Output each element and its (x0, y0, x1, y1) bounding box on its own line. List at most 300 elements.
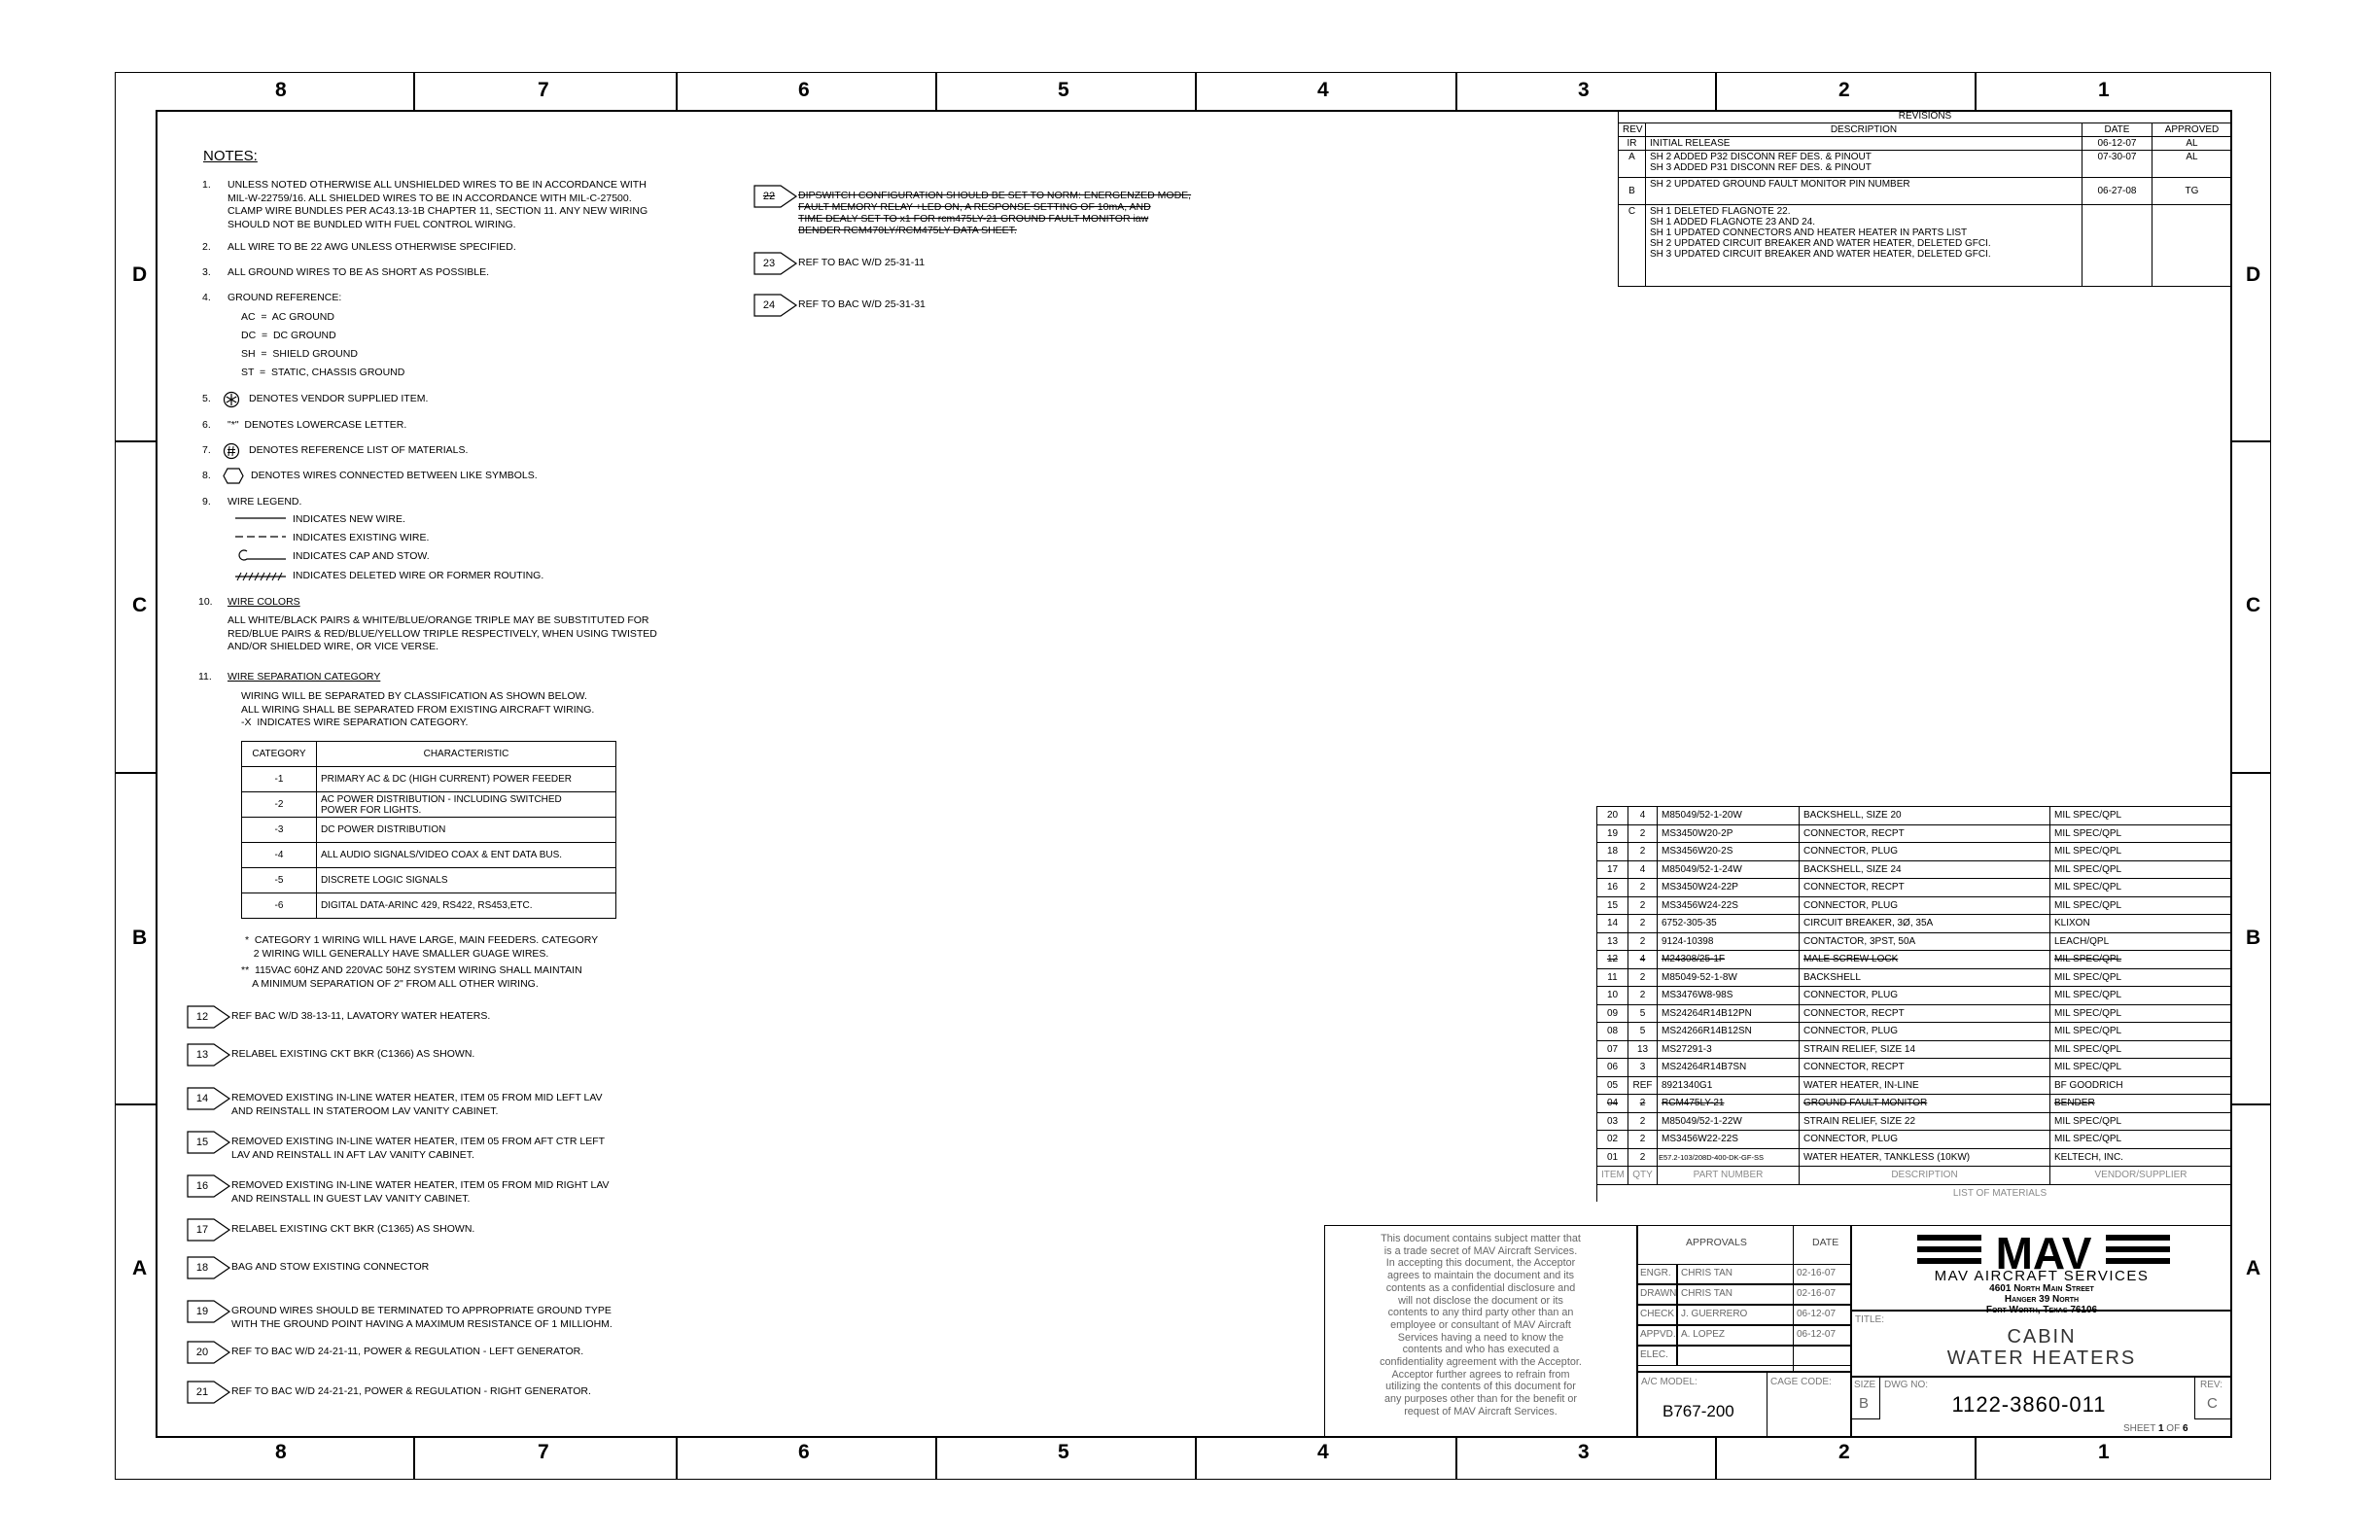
address-line-2: Hanger 39 North (2004, 1294, 2080, 1305)
bom-part-number: MS3456W24-22S (1658, 896, 1800, 915)
revision-row (1619, 137, 2232, 151)
bom-item: 11 (1597, 968, 1628, 987)
approval-date: 02-16-07 (1797, 1268, 1837, 1278)
bom-vendor: LEACH/QPL (2050, 932, 2232, 951)
note-5: 5. DENOTES VENDOR SUPPLIED ITEM. (202, 393, 429, 404)
bom-description: CONNECTOR, RECPT (1800, 824, 2050, 843)
bom-qty: 4 (1628, 807, 1658, 825)
approval-row (1637, 1346, 1851, 1366)
revision-approver: AL (2152, 151, 2231, 178)
zone-divider (935, 1438, 937, 1480)
bom-item: 20 (1597, 807, 1628, 825)
flagnote-number: 16 (195, 1180, 209, 1192)
zone-divider (676, 1438, 678, 1480)
bom-qty: 5 (1628, 1004, 1658, 1023)
flagnote-number: 22 (762, 191, 776, 202)
flagnote-text: REF TO BAC W/D 24-21-21, POWER & REGULATION - RIGHT GENERATOR. (231, 1385, 591, 1397)
flagnote-number: 23 (762, 258, 776, 269)
flagnote-number: 13 (195, 1049, 209, 1061)
characteristic-cell: AC POWER DISTRIBUTION - INCLUDING SWITCHED POWER FOR LIGHTS. (317, 792, 616, 818)
bom-part-number: M85049/52-1-24W (1658, 860, 1800, 879)
bom-description: CONNECTOR, PLUG (1800, 896, 2050, 915)
bom-row (1597, 1112, 2232, 1131)
bom-description: CONNECTOR, PLUG (1800, 843, 2050, 861)
zone-row-marker: D (2246, 263, 2261, 286)
flagnote-number: 24 (762, 299, 776, 311)
bom-row (1597, 1023, 2232, 1041)
revision-description: SH 2 UPDATED GROUND FAULT MONITOR PIN NUMBER (1646, 178, 2082, 205)
bom-vendor: MIL SPEC/QPL (2050, 1059, 2232, 1077)
bom-item: 06 (1597, 1059, 1628, 1077)
sheet-info (2123, 1423, 2188, 1434)
bom-vendor: MIL SPEC/QPL (2050, 843, 2232, 861)
category-cell: -2 (242, 792, 317, 818)
bom-description: CONNECTOR, RECPT (1800, 1059, 2050, 1077)
bom-vendor: MIL SPEC/QPL (2050, 807, 2232, 825)
of-label: OF (2166, 1423, 2181, 1434)
bom-row (1597, 1148, 2232, 1167)
zone-column-bottom: 2 (1838, 1441, 1850, 1463)
category-row (242, 792, 616, 818)
bom-vendor: BF GOODRICH (2050, 1076, 2232, 1095)
zone-column-bottom: 4 (1317, 1441, 1329, 1463)
bom-row (1597, 896, 2232, 915)
approval-name: A. LOPEZ (1681, 1329, 1726, 1340)
note-9: 9. WIRE LEGEND. (202, 496, 302, 508)
zone-divider (935, 72, 937, 110)
bom-description: BACKSHELL, SIZE 20 (1800, 807, 2050, 825)
zone-divider (1195, 72, 1197, 110)
bom-qty: 2 (1628, 968, 1658, 987)
revision-date (2082, 205, 2152, 287)
zone-column-top: 5 (1058, 79, 1069, 101)
size-value: B (1859, 1395, 1870, 1412)
bom-vendor: KELTECH, INC. (2050, 1148, 2232, 1167)
zone-column-bottom: 1 (2098, 1441, 2110, 1463)
note-10-text: ALL WHITE/BLACK PAIRS & WHITE/BLUE/ORANGE TRIPLE MAY BE SUBSTITUTED FOR RED/BLUE PAIRS & RED/BLUE/YELLOW TRIPLE RESPECTIVELY, WHEN USING TWISTED AND/OR SHIELDED WIRE, OR VICE VERSE. (228, 614, 657, 652)
flagnote-number: 15 (195, 1137, 209, 1148)
zone-divider (2232, 1103, 2271, 1105)
approvals-label: APPROVALS (1686, 1237, 1747, 1248)
item-header: ITEM (1597, 1167, 1628, 1185)
revision-approver (2152, 205, 2231, 287)
description-header: DESCRIPTION (1800, 1167, 2050, 1185)
bom-row (1597, 1095, 2232, 1113)
bom-item: 09 (1597, 1004, 1628, 1023)
reference-materials-icon (223, 442, 240, 460)
bom-part-number: 8921340G1 (1658, 1076, 1800, 1095)
bom-description: WATER HEATER, IN-LINE (1800, 1076, 2050, 1095)
revision-description: INITIAL RELEASE (1646, 137, 2082, 151)
bom-row (1597, 932, 2232, 951)
bom-description: CONNECTOR, RECPT (1800, 879, 2050, 897)
zone-row-marker: A (132, 1257, 148, 1279)
sheet-number: 1 (2157, 1423, 2164, 1434)
zone-divider (1455, 72, 1457, 110)
revision-approver: AL (2152, 137, 2231, 151)
approval-date: 06-12-07 (1797, 1329, 1837, 1340)
zone-column-top: 1 (2098, 79, 2110, 101)
flagnote-text: REF TO BAC W/D 24-21-11, POWER & REGULATION - LEFT GENERATOR. (231, 1346, 584, 1357)
flagnote-symbol (187, 1341, 229, 1364)
flagnote-symbol (187, 1087, 229, 1110)
zone-divider (1195, 1438, 1197, 1480)
zone-column-top: 6 (798, 79, 810, 101)
bom-vendor: MIL SPEC/QPL (2050, 968, 2232, 987)
bom-item: 12 (1597, 951, 1628, 969)
category-cell: -3 (242, 818, 317, 843)
zone-column-top: 7 (538, 79, 549, 101)
bom-part-number: MS24264R14B12PN (1658, 1004, 1800, 1023)
category-row (242, 893, 616, 919)
bom-part-number: MS24266R14B12SN (1658, 1023, 1800, 1041)
category-row (242, 868, 616, 893)
category-cell: -6 (242, 893, 317, 919)
note-11: 11. WIRE SEPARATION CATEGORY (198, 671, 381, 682)
approval-name: CHRIS TAN (1681, 1288, 1732, 1299)
bom-qty: 4 (1628, 951, 1658, 969)
ac-model: B767-200 (1662, 1402, 1734, 1420)
ground-ref-dc: DC = DC GROUND (241, 330, 336, 341)
bom-description: MALE SCREW LOCK (1800, 951, 2050, 969)
bom-qty: 2 (1628, 1095, 1658, 1113)
characteristic-cell: DC POWER DISTRIBUTION (317, 818, 616, 843)
bom-item: 02 (1597, 1131, 1628, 1149)
bom-vendor: MIL SPEC/QPL (2050, 1023, 2232, 1041)
vendor-supplied-icon (223, 391, 240, 408)
bom-qty: 2 (1628, 1112, 1658, 1131)
list-of-materials (1596, 806, 2232, 1202)
flagnote-symbol (187, 1256, 229, 1279)
zone-divider (1975, 72, 1977, 110)
bom-vendor: MIL SPEC/QPL (2050, 951, 2232, 969)
bom-qty: 2 (1628, 987, 1658, 1005)
bom-qty: 2 (1628, 1131, 1658, 1149)
bom-description: CONNECTOR, PLUG (1800, 1023, 2050, 1041)
note-6: 6. "*" DENOTES LOWERCASE LETTER. (202, 419, 407, 431)
bom-part-number: MS24264R14B7SN (1658, 1059, 1800, 1077)
bom-description: GROUND FAULT MONITOR (1800, 1095, 2050, 1113)
revision-description: SH 2 ADDED P32 DISCONN REF DES. & PINOUT SH 3 ADDED P31 DISCONN REF DES. & PINOUT (1646, 151, 2082, 178)
revision-letter: IR (1619, 137, 1646, 151)
bom-qty: 5 (1628, 1023, 1658, 1041)
bom-description: CONTACTOR, 3PST, 50A (1800, 932, 2050, 951)
note-3: 3. ALL GROUND WIRES TO BE AS SHORT AS POSSIBLE. (202, 266, 490, 278)
zone-divider (1975, 1438, 1977, 1480)
zone-divider (413, 72, 415, 110)
category-cell: -5 (242, 868, 317, 893)
bom-description: CIRCUIT BREAKER, 3Ø, 35A (1800, 915, 2050, 933)
zone-row-marker: B (132, 927, 148, 949)
flagnote-text: DIPSWITCH CONFIGURATION SHOULD BE SET TO NORM: ENERGENZED MODE, FAULT MEMORY RELAY +LED ON, A RESPONSE SETTING OF 10mA, AND TIME DEALY SET TO x1 FOR rcm475LY-21 GROUND FAULT MONITOR iaw BENDER RCM470LY/RCM475LY DATA SHEET. (798, 190, 1192, 236)
zone-row-marker: D (132, 263, 148, 286)
bom-row (1597, 824, 2232, 843)
bom-qty: 2 (1628, 824, 1658, 843)
category-footnote-2: ** 115VAC 60HZ AND 220VAC 50HZ SYSTEM WIRING SHALL MAINTAIN A MINIMUM SEPARATION OF 2" FROM ALL OTHER WIRING. (241, 964, 582, 990)
zone-divider (2232, 772, 2271, 774)
note-7: 7. DENOTES REFERENCE LIST OF MATERIALS. (202, 444, 469, 456)
category-header: CATEGORY (242, 742, 317, 767)
bom-row (1597, 1076, 2232, 1095)
drawing-title-1: CABIN (2007, 1326, 2077, 1348)
category-row (242, 843, 616, 868)
ground-ref-st: ST = STATIC, CHASSIS GROUND (241, 367, 405, 378)
bom-item: 14 (1597, 915, 1628, 933)
address-line-3: Fort Worth, Texas 76106 (1985, 1305, 2098, 1315)
rev-col-header: REV (1619, 123, 1646, 137)
bom-qty: 2 (1628, 1148, 1658, 1167)
bom-description: CONNECTOR, RECPT (1800, 1004, 2050, 1023)
ac-model-label: A/C MODEL: (1641, 1377, 1698, 1387)
bom-part-number: MS3476W8-98S (1658, 987, 1800, 1005)
category-cell: -4 (242, 843, 317, 868)
logo-text: MAV (1995, 1229, 2092, 1272)
bom-item: 05 (1597, 1076, 1628, 1095)
bom-row (1597, 879, 2232, 897)
bom-qty: 3 (1628, 1059, 1658, 1077)
flagnote-text: REF TO BAC W/D 25-31-11 (798, 257, 926, 268)
bom-row (1597, 860, 2232, 879)
ground-ref-ac: AC = AC GROUND (241, 311, 334, 323)
drawing-title-2: WATER HEATERS (1946, 1348, 2137, 1369)
flagnote-symbol (753, 252, 796, 275)
bom-part-number: MS3456W22-22S (1658, 1131, 1800, 1149)
rev-value: C (2207, 1395, 2218, 1412)
legend-cap-stow: INDICATES CAP AND STOW. (293, 550, 430, 562)
approval-separator (1676, 1264, 1678, 1284)
part-number-header: PART NUMBER (1658, 1167, 1800, 1185)
zone-row-marker: C (2246, 594, 2261, 616)
zone-row-marker: B (2246, 927, 2261, 949)
bom-vendor: BENDER (2050, 1095, 2232, 1113)
bom-qty: 2 (1628, 915, 1658, 933)
ground-ref-sh: SH = SHIELD GROUND (241, 348, 358, 360)
legend-deleted-wire: INDICATES DELETED WIRE OR FORMER ROUTING. (293, 570, 544, 581)
approval-role: CHECK (1640, 1309, 1675, 1319)
confidentiality-text: This document contains subject matter that is a trade secret of MAV Aircraft Services. In accepting this document, the Acceptor agrees to maintain the document and its contents as a confidential disclosure and will not disclose the document or its contents to any third party other than an employee or consultant of MAV Aircraft Services having a need to know the contents and who has executed a confidentiality agreement with the Acceptor. Acceptor further agrees to refrain from utilizing the contents of this document for any purposes other than for the benefit or request of MAV Aircraft Services. (1380, 1233, 1582, 1418)
bom-row (1597, 1004, 2232, 1023)
bom-header-row (1597, 1167, 2232, 1185)
approval-separator (1676, 1305, 1678, 1325)
zone-row-marker: C (132, 594, 148, 616)
bom-part-number: MS3456W20-2S (1658, 843, 1800, 861)
bom-item: 16 (1597, 879, 1628, 897)
zone-column-top: 2 (1838, 79, 1850, 101)
characteristic-cell: DIGITAL DATA-ARINC 429, RS422, RS453,ETC. (317, 893, 616, 919)
zone-divider (2232, 440, 2271, 442)
zone-column-bottom: 5 (1058, 1441, 1069, 1463)
flagnote-symbol (187, 1043, 229, 1067)
flagnote-number: 20 (195, 1347, 209, 1358)
flagnote-text: RELABEL EXISTING CKT BKR (C1366) AS SHOWN. (231, 1048, 475, 1060)
flagnote-text: REF TO BAC W/D 25-31-31 (798, 298, 926, 310)
size-label: SIZE (1854, 1380, 1876, 1390)
wire-category-table (241, 741, 616, 919)
revision-row (1619, 178, 2232, 205)
bom-row (1597, 968, 2232, 987)
qty-header: QTY (1628, 1167, 1658, 1185)
bom-description: BACKSHELL (1800, 968, 2050, 987)
revision-approver: TG (2152, 178, 2231, 205)
approval-role: APPVD. (1640, 1329, 1676, 1340)
approval-date: 06-12-07 (1797, 1309, 1837, 1319)
flagnote-number: 21 (195, 1386, 209, 1398)
bom-vendor: MIL SPEC/QPL (2050, 1112, 2232, 1131)
note-11-text: WIRING WILL BE SEPARATED BY CLASSIFICATION AS SHOWN BELOW. ALL WIRING SHALL BE SEPARATED FROM EXISTING AIRCRAFT WIRING. -X INDICATES WIRE SEPARATION CATEGORY. (241, 690, 595, 728)
description-col-header: DESCRIPTION (1646, 123, 2082, 137)
bom-description: STRAIN RELIEF, SIZE 14 (1800, 1040, 2050, 1059)
bom-item: 04 (1597, 1095, 1628, 1113)
cage-code-label: CAGE CODE: (1770, 1377, 1832, 1387)
hexagon-icon (223, 468, 244, 484)
flagnote-number: 14 (195, 1093, 209, 1104)
approval-separator (1676, 1325, 1678, 1346)
sheet-label: SHEET (2123, 1423, 2156, 1434)
characteristic-header: CHARACTERISTIC (317, 742, 616, 767)
approval-name: J. GUERRERO (1681, 1309, 1748, 1319)
revisions-block (1618, 110, 2234, 287)
rev-label: REV: (2200, 1380, 2222, 1390)
bom-row (1597, 1131, 2232, 1149)
zone-column-top: 4 (1317, 79, 1329, 101)
wire-legend-symbols (233, 511, 288, 585)
bom-qty: 4 (1628, 860, 1658, 879)
bom-qty: 2 (1628, 879, 1658, 897)
flagnote-symbol (187, 1300, 229, 1323)
bom-part-number: M85049-52-1-8W (1658, 968, 1800, 987)
bom-vendor: MIL SPEC/QPL (2050, 896, 2232, 915)
bom-part-number: E57.2-103/208D-400-DK-GF-SS (1658, 1148, 1800, 1167)
flagnote-text: REMOVED EXISTING IN-LINE WATER HEATER, ITEM 05 FROM MID LEFT LAV AND REINSTALL IN STATEROOM LAV VANITY CABINET. (231, 1092, 603, 1117)
revision-date: 07-30-07 (2082, 151, 2152, 178)
address-line-1: 4601 North Main Street (1989, 1283, 2094, 1294)
bom-row (1597, 951, 2232, 969)
flagnote-text: RELABEL EXISTING CKT BKR (C1365) AS SHOWN. (231, 1223, 475, 1235)
bom-row (1597, 807, 2232, 825)
flagnote-number: 12 (195, 1011, 209, 1023)
approval-role: DRAWN (1640, 1288, 1677, 1299)
flagnote-symbol (187, 1131, 229, 1154)
category-cell: -1 (242, 767, 317, 792)
note-10: 10. WIRE COLORS (198, 596, 300, 608)
flagnote-symbol (187, 1174, 229, 1198)
flagnote-number: 18 (195, 1262, 209, 1274)
bom-vendor: MIL SPEC/QPL (2050, 879, 2232, 897)
bom-item: 08 (1597, 1023, 1628, 1041)
zone-divider (413, 1438, 415, 1480)
bom-caption: LIST OF MATERIALS (1597, 1184, 2232, 1202)
characteristic-cell: ALL AUDIO SIGNALS/VIDEO COAX & ENT DATA BUS. (317, 843, 616, 868)
bom-part-number: 6752-305-35 (1658, 915, 1800, 933)
notes-title: NOTES: (203, 148, 258, 164)
flagnote-text: REMOVED EXISTING IN-LINE WATER HEATER, ITEM 05 FROM AFT CTR LEFT LAV AND REINSTALL IN AFT LAV VANITY CABINET. (231, 1136, 606, 1161)
bom-description: WATER HEATER, TANKLESS (10KW) (1800, 1148, 2050, 1167)
characteristic-cell: PRIMARY AC & DC (HIGH CURRENT) POWER FEEDER (317, 767, 616, 792)
category-row (242, 767, 616, 792)
bom-qty: 2 (1628, 932, 1658, 951)
bom-row (1597, 987, 2232, 1005)
approval-role: ENGR. (1640, 1268, 1671, 1278)
mav-logo (1917, 1229, 2170, 1272)
bom-vendor: MIL SPEC/QPL (2050, 824, 2232, 843)
zone-column-top: 3 (1578, 79, 1590, 101)
flagnote-text: REF BAC W/D 38-13-11, LAVATORY WATER HEATERS. (231, 1010, 491, 1022)
bom-description: BACKSHELL, SIZE 24 (1800, 860, 2050, 879)
bom-item: 03 (1597, 1112, 1628, 1131)
zone-divider (1715, 1438, 1717, 1480)
note-8: 8. DENOTES WIRES CONNECTED BETWEEN LIKE SYMBOLS. (202, 470, 538, 481)
legend-existing-wire: INDICATES EXISTING WIRE. (293, 532, 430, 543)
revision-letter: A (1619, 151, 1646, 178)
category-footnote-1: * CATEGORY 1 WIRING WILL HAVE LARGE, MAIN FEEDERS. CATEGORY 2 WIRING WILL GENERALLY HAVE SMALLER GUAGE WIRES. (245, 934, 599, 960)
flagnote-symbol (187, 1381, 229, 1404)
date-label: DATE (1812, 1237, 1839, 1248)
zone-column-bottom: 6 (798, 1441, 810, 1463)
note-1: 1. UNLESS NOTED OTHERWISE ALL UNSHIELDED WIRES TO BE IN ACCORDANCE WITH MIL-W-22759/16. ALL SHIELDED WIRES TO BE IN ACCORDANCE WITH MIL-C-27500. CLAMP WIRE BUNDLES PER AC43.13-1B CHAPTER 11, SECTION 11. ANY NEW WIRING SHOULD NOT BE BUNDLED WITH FUEL CONTROL WIRING. (202, 179, 648, 230)
bom-part-number: MS27291-3 (1658, 1040, 1800, 1059)
bom-qty: 2 (1628, 896, 1658, 915)
bom-vendor: MIL SPEC/QPL (2050, 1040, 2232, 1059)
revision-description: SH 1 DELETED FLAGNOTE 22. SH 1 ADDED FLAGNOTE 23 AND 24. SH 1 UPDATED CONNECTORS AND HEATER HEATER IN PARTS LIST SH 2 UPDATED CIRCUIT BREAKER AND WATER HEATER, DELETED GFCI. SH 3 UPDATED CIRCUIT BREAKER AND WATER HEATER, DELETED GFCI. (1646, 205, 2082, 287)
bom-vendor: MIL SPEC/QPL (2050, 1131, 2232, 1149)
bom-part-number: M85049/52-1-22W (1658, 1112, 1800, 1131)
bom-part-number: RCM475LY-21 (1658, 1095, 1800, 1113)
bom-item: 13 (1597, 932, 1628, 951)
zone-divider (1455, 1438, 1457, 1480)
revision-row (1619, 151, 2232, 178)
revision-letter: C (1619, 205, 1646, 287)
approval-separator (1676, 1346, 1678, 1366)
bom-qty: 13 (1628, 1040, 1658, 1059)
zone-divider (115, 440, 156, 442)
bom-description: STRAIN RELIEF, SIZE 22 (1800, 1112, 2050, 1131)
title-label: TITLE: (1855, 1314, 1885, 1325)
bom-vendor: KLIXON (2050, 915, 2232, 933)
category-row (242, 818, 616, 843)
bom-part-number: MS3450W20-2P (1658, 824, 1800, 843)
revisions-title: REVISIONS (1619, 110, 2232, 123)
note-4: 4. GROUND REFERENCE: (202, 292, 342, 303)
zone-divider (115, 1103, 156, 1105)
approved-col-header: APPROVED (2152, 123, 2231, 137)
company-name: MAV AIRCRAFT SERVICES (1934, 1268, 2150, 1284)
bom-item: 17 (1597, 860, 1628, 879)
approval-date: 02-16-07 (1797, 1288, 1837, 1299)
flagnote-text: BAG AND STOW EXISTING CONNECTOR (231, 1261, 430, 1273)
title-block (1324, 1225, 2232, 1438)
bom-item: 10 (1597, 987, 1628, 1005)
bom-item: 07 (1597, 1040, 1628, 1059)
bom-row (1597, 1040, 2232, 1059)
bom-description: CONNECTOR, PLUG (1800, 987, 2050, 1005)
drawing-number: 1122-3860-011 (1951, 1392, 2107, 1417)
flagnote-symbol (753, 294, 796, 317)
vendor-header: VENDOR/SUPPLIER (2050, 1167, 2232, 1185)
bom-description: CONNECTOR, PLUG (1800, 1131, 2050, 1149)
revision-row (1619, 205, 2232, 287)
characteristic-cell: DISCRETE LOGIC SIGNALS (317, 868, 616, 893)
zone-column-bottom: 7 (538, 1441, 549, 1463)
date-col-header: DATE (2082, 123, 2152, 137)
flagnote-number: 17 (195, 1224, 209, 1236)
zone-divider (1715, 72, 1717, 110)
flagnote-number: 19 (195, 1306, 209, 1317)
bom-part-number: 9124-10398 (1658, 932, 1800, 951)
zone-column-bottom: 3 (1578, 1441, 1590, 1463)
zone-divider (115, 772, 156, 774)
zone-column-bottom: 8 (275, 1441, 287, 1463)
bom-item: 15 (1597, 896, 1628, 915)
